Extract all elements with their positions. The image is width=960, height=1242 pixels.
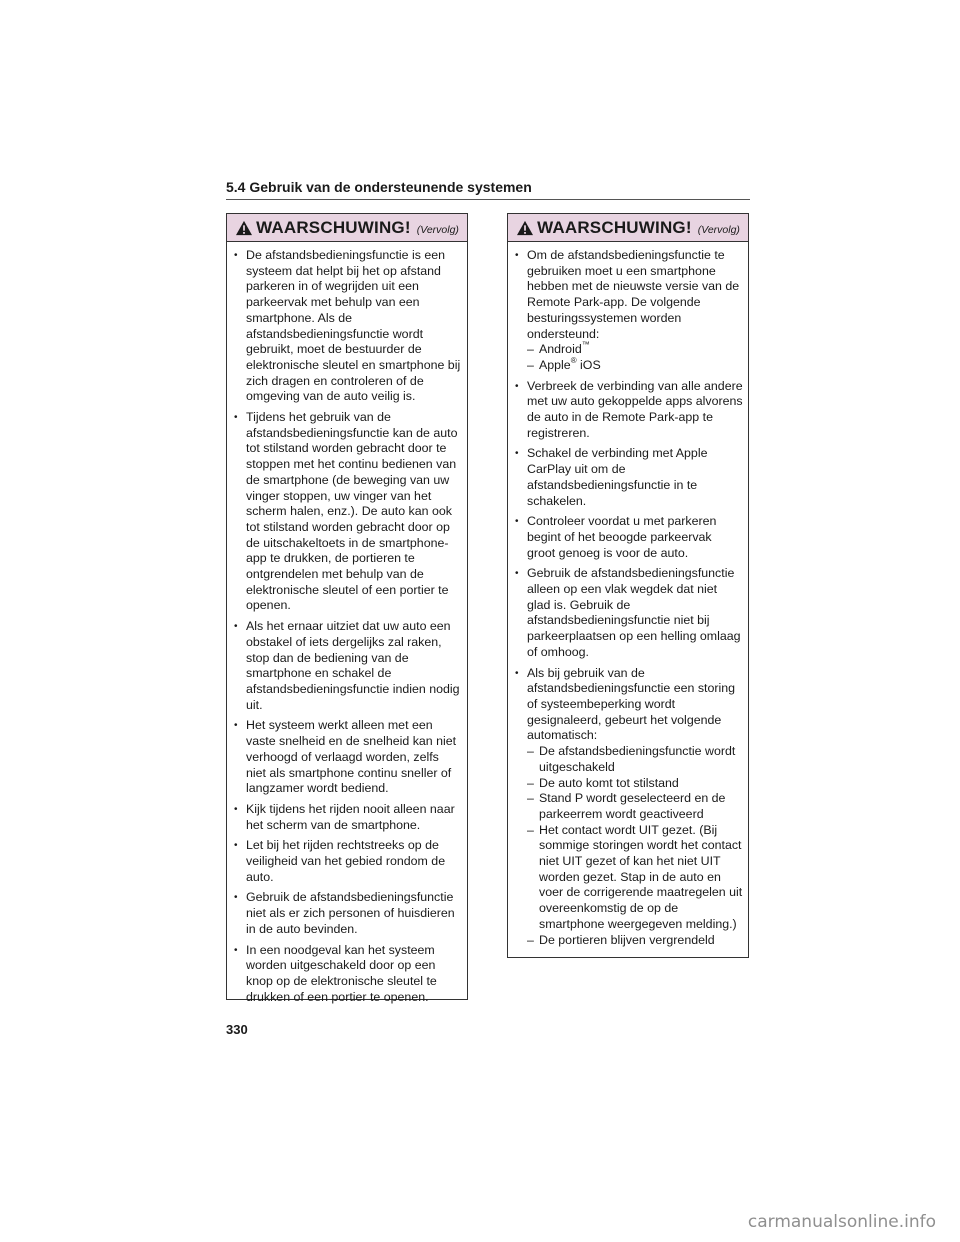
list-item: • Controleer voordat u met parkeren begint of het beoogde parkeervak groot genoeg is voor de auto. (513, 514, 743, 561)
list-item: • Tijdens het gebruik van de afstandsbedieningsfunctie kan de auto tot stilstand worden gebracht door te stoppen met het continu bedienen van de smartphone (de beweging van uw vinger stoppen, uw vinger van het scherm halen, enz.). De auto kan ook tot stilstand worden gebracht door op de uitschakeltoets in de smartphone-app te drukken, de portieren te ontgrendelen met behulp van de elektronische sleutel of een portier te openen. (232, 410, 462, 614)
page-number: 330 (226, 1022, 248, 1037)
effect-item: – De afstandsbedieningsfunctie wordt uitgeschakeld (527, 744, 736, 774)
item-text: Als bij gebruik van de afstandsbedieningsfunctie een storing of systeembeperking wordt gesignaleerd, gebeurt het volgende automatisch: (527, 665, 736, 743)
os-suffix: iOS (576, 357, 601, 372)
header-rule (226, 199, 750, 200)
list-item: • Het systeem werkt alleen met een vaste snelheid en de snelheid kan niet verhoogd of verlaagd worden, zelfs niet als smartphone continu sneller of langzamer wordt bediend. (232, 718, 462, 797)
list-item: • Let bij het rijden rechtstreeks op de veiligheid van het gebied rondom de auto. (232, 838, 462, 885)
section-title: 5.4 Gebruik van de ondersteunende systemen (226, 179, 532, 195)
list-item: • Als het ernaar uitziet dat uw auto een obstakel of iets dergelijks zal raken, stop dan de bediening van de smartphone en schakel de afstandsbedieningsfunctie indien nodig uit. (232, 619, 462, 713)
warning-body (227, 242, 467, 1005)
list-item: • De afstandsbedieningsfunctie is een systeem dat helpt bij het op afstand parkeren in of wegrijden uit een parkeervak met behulp van een smartphone. Als de afstandsbedieningsfunctie wordt gebruikt, moet de bestuurder de elektronische sleutel en smartphone bij zich dragen en controleren of de omgeving van de auto veilig is. (232, 248, 462, 405)
effect-item: – Het contact wordt UIT gezet. (Bij sommige storingen wordt het contact niet UIT gezet of kan het niet UIT worden gezet. Stap in de auto en voer de corrigerende maatregelen uit overeenkomstig de op de smartphone weergegeven melding.) (527, 822, 743, 931)
trademark-mark: ™ (581, 340, 590, 350)
effect-item: – Stand P wordt geselecteerd en de parkeerrem wordt geactiveerd (527, 791, 726, 821)
effect-text: De afstandsbedieningsfunctie wordt uitgeschakeld (539, 744, 736, 774)
os-item: – Apple® iOS (527, 355, 601, 372)
os-name: Apple (539, 357, 571, 372)
effect-text: Stand P wordt geselecteerd en de parkeerrem wordt geactiveerd (539, 791, 726, 821)
warning-triangle-icon (235, 220, 253, 236)
warning-triangle-icon (516, 220, 534, 236)
list-item: • Verbreek de verbinding van alle andere met uw auto gekoppelde apps alvorens de auto in de Remote Park-app te registreren. (513, 379, 743, 442)
warning-header (227, 214, 467, 242)
warning-box-right (507, 213, 749, 958)
effects-list (527, 744, 743, 948)
warning-subtitle: (Vervolg) (416, 223, 459, 236)
list-item (513, 248, 743, 374)
os-item: – Android™ (527, 340, 590, 357)
list-item: • Kijk tijdens het rijden nooit alleen naar het scherm van de smartphone. (232, 802, 462, 833)
os-list (527, 342, 743, 373)
warning-title: WAARSCHUWING! (537, 217, 692, 237)
os-name: Android (539, 342, 582, 357)
effect-item: – De portieren blijven vergrendeld (527, 932, 715, 947)
registered-mark: ® (570, 355, 577, 365)
warning-body (508, 242, 748, 948)
warning-header (508, 214, 748, 242)
list-item: • Gebruik de afstandsbedieningsfunctie niet als er zich personen of huisdieren in de auto bevinden. (232, 890, 462, 937)
effect-text: Het contact wordt UIT gezet. (Bij sommige storingen wordt het contact niet UIT gezet of kan het niet UIT worden gezet. Stap in de auto en voer de corrigerende maatregelen uit overeenkomstig de op de smartphone weergegeven melding.) (539, 822, 743, 931)
effect-text: De auto komt tot stilstand (539, 775, 679, 790)
effect-item: – De auto komt tot stilstand (527, 775, 679, 790)
list-item: • Schakel de verbinding met Apple CarPlay uit om de afstandsbedieningsfunctie in te schakelen. (513, 446, 743, 509)
effect-text: De portieren blijven vergrendeld (539, 932, 715, 947)
list-item: • Gebruik de afstandsbedieningsfunctie alleen op een vlak wegdek dat niet glad is. Gebruik de afstandsbedieningsfunctie niet bij parkeerplaatsen op een helling omlaag of omhoog. (513, 566, 743, 660)
warning-title: WAARSCHUWING! (256, 217, 411, 237)
warning-box-left (226, 213, 468, 1004)
watermark: carmanualsonline.info (747, 1212, 936, 1232)
warning-subtitle: (Vervolg) (697, 223, 740, 236)
list-item: • In een noodgeval kan het systeem worden uitgeschakeld door op een knop op de elektronische sleutel te drukken of een portier te openen. (232, 943, 462, 1006)
list-item (513, 666, 743, 949)
item-text: Om de afstandsbedieningsfunctie te gebruiken moet u een smartphone hebben met de nieuwste versie van de Remote Park-app. De volgende besturingssystemen worden ondersteund: (527, 248, 740, 341)
